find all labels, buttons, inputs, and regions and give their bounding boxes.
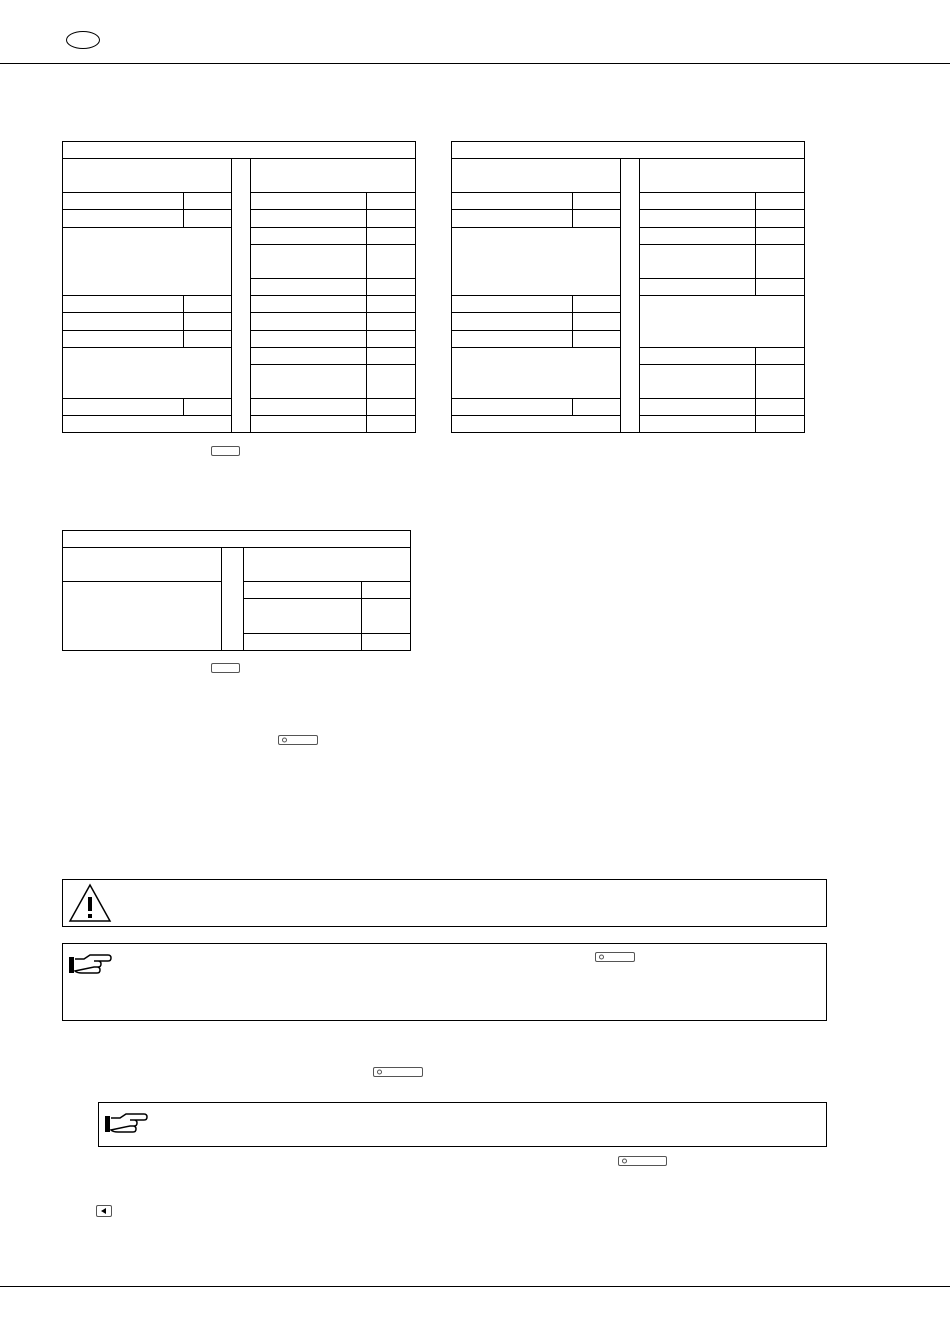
- warning-triangle-icon: [68, 883, 112, 923]
- button-key-icon: [278, 735, 318, 745]
- header-rule: [0, 63, 950, 64]
- button-key-icon: [211, 446, 240, 456]
- info-note-box: [62, 943, 827, 1021]
- arrow-left-key-icon: [96, 1205, 112, 1217]
- settings-table-3: [62, 530, 411, 651]
- button-key-icon: [618, 1156, 667, 1166]
- button-key-icon: [211, 663, 240, 673]
- pointing-hand-icon: [68, 953, 112, 977]
- warning-box: [62, 879, 827, 927]
- button-key-icon: [373, 1067, 423, 1077]
- language-badge: [66, 31, 100, 49]
- tip-note-box: [98, 1102, 827, 1147]
- footer-rule: [0, 1286, 950, 1287]
- button-key-icon: [595, 952, 635, 962]
- settings-table-2: [451, 141, 805, 433]
- settings-table-1: [62, 141, 416, 433]
- pointing-hand-icon: [104, 1112, 148, 1136]
